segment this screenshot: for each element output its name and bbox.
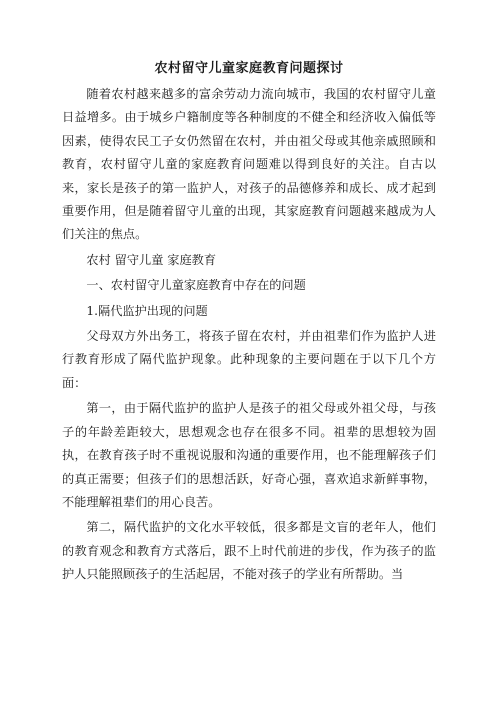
body-paragraph: 第二，隔代监护的文化水平较低，很多都是文盲的老年人，他们的教育观念和教育方式落后，跟不上时代前进的步伐，作为孩子的监护人只能照顾孩子的生活起居，不能对孩子的学业有所帮助。当	[62, 520, 436, 582]
body-paragraph: 第一，由于隔代监护的监护人是孩子的祖父母或外祖父母，与孩子的年龄差距较大，思想观念也存在很多不同。祖辈的思想较为固执，在教育孩子时不重视说服和沟通的重要作用，也不能理解孩子们的真正需要；但孩子们的思想活跃，好奇心强，喜欢追求新鲜事物，不能理解祖辈们的用心良苦。	[62, 401, 436, 509]
document-title: 农村留守儿童家庭教育问题探讨	[154, 61, 344, 76]
document-page	[62, 60, 436, 587]
section-heading: 一、农村留守儿童家庭教育中存在的问题	[86, 278, 306, 293]
keywords-line: 农村 留守儿童 家庭教育	[86, 252, 217, 267]
intro-paragraph: 随着农村越来越多的富余劳动力流向城市，我国的农村留守儿童日益增多。由于城乡户籍制度等各种制度的不健全和经济收入偏低等因素，使得农民工子女仍然留在农村，并由祖父母或其他亲戚照顾和教育，农村留守儿童的家庭教育问题难以得到良好的关注。自古以来，家长是孩子的第一监护人，对孩子的品德修养和成长、成才起到重要作用，但是随着留守儿童的出现，其家庭教育问题越来越成为人们关注的焦点。	[62, 87, 436, 242]
body-paragraph: 父母双方外出务工，将孩子留在农村，并由祖辈们作为监护人进行教育形成了隔代监护现象。此种现象的主要问题在于以下几个方面：	[62, 329, 436, 390]
subsection-heading: 1.隔代监护出现的问题	[86, 303, 208, 318]
